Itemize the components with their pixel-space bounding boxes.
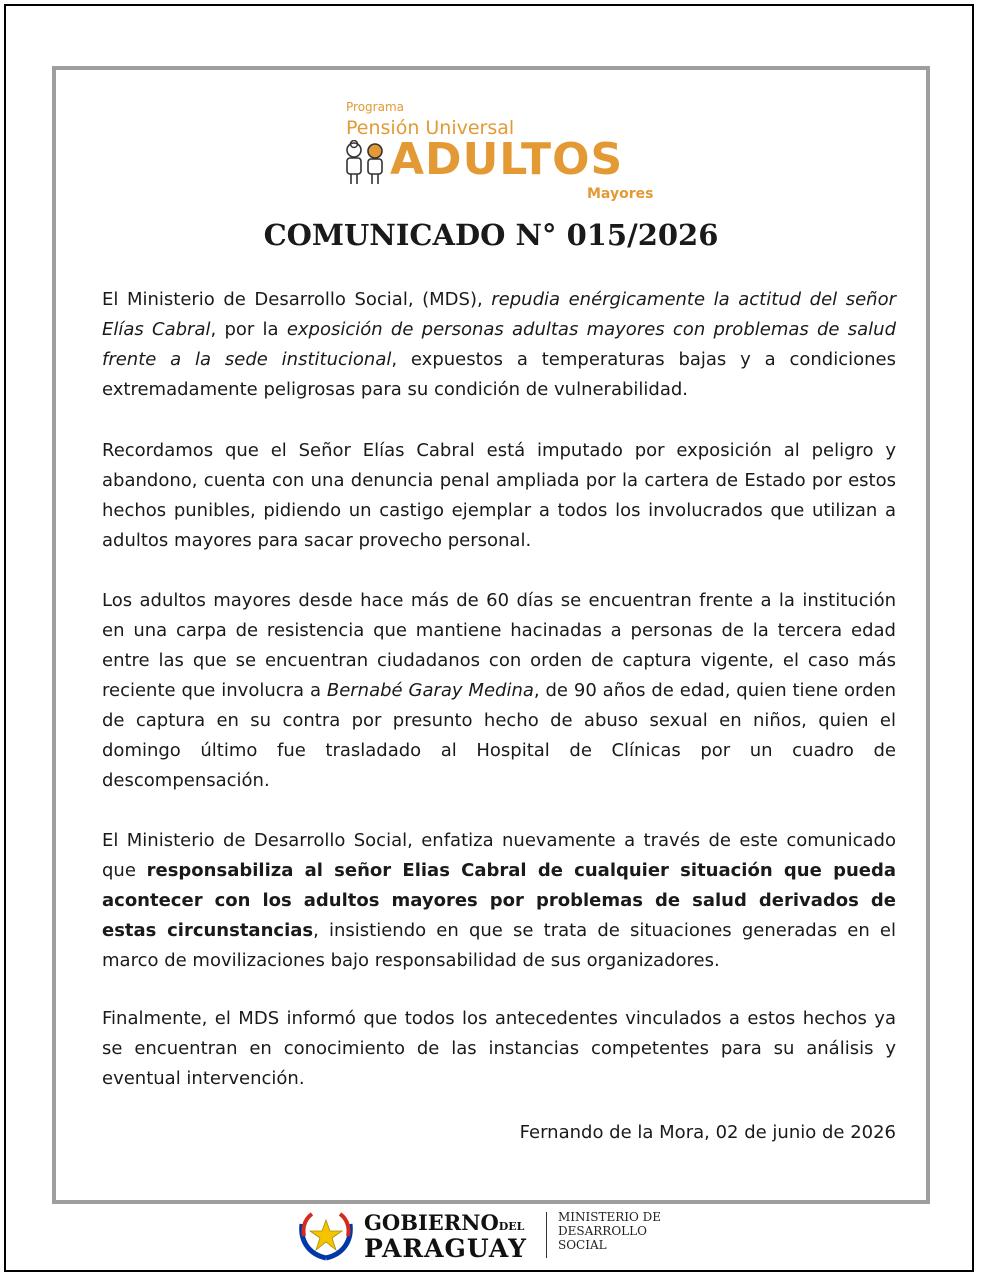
government-logo bbox=[296, 1206, 696, 1266]
ministry-label bbox=[558, 1210, 698, 1252]
paragraph-1 bbox=[102, 285, 896, 405]
gov-word: GOBIERNO bbox=[364, 1210, 499, 1235]
gov-del: DEL bbox=[498, 1220, 525, 1233]
text-run: repudia enérgicamente la actitud del señor Elías Cabral bbox=[102, 289, 896, 340]
text-run: , insistiendo en que se trata de situaciones generadas en el marco de movilizaciones bajo responsabilidad de sus organizadores. bbox=[102, 920, 896, 971]
text-run: , expuestos a temperaturas bajas y a condiciones extremadamente peligrosas para su condición de vulnerabilidad. bbox=[102, 349, 896, 400]
paragraph-5 bbox=[102, 1004, 896, 1094]
ministry-line-2: DESARROLLO bbox=[558, 1224, 647, 1238]
logo-programa-text: Programa bbox=[346, 100, 404, 114]
elderly-couple-icon bbox=[342, 140, 388, 186]
text-run: Los adultos mayores desde hace más de 60 días se encuentran frente a la institución en una carpa de resistencia que mantiene hacinadas a personas de la tercera edad entre las que se encuentran ciudadanos con orden de captura vigente, el caso más reciente que involucra a bbox=[102, 590, 896, 701]
text-run: , por la bbox=[210, 319, 287, 340]
paragraph-3 bbox=[102, 586, 896, 796]
gov-line-2: PARAGUAY bbox=[364, 1234, 527, 1263]
logo-pension-text: Pensión Universal bbox=[346, 117, 515, 139]
paraguay-star-emblem-icon bbox=[296, 1206, 356, 1262]
text-run: El Ministerio de Desarrollo Social, (MDS), bbox=[102, 289, 492, 310]
program-logo bbox=[340, 98, 654, 208]
ministry-line-1: MINISTERIO DE bbox=[558, 1210, 662, 1224]
gov-line-1 bbox=[364, 1210, 524, 1235]
text-run: Bernabé Garay Medina bbox=[326, 680, 534, 701]
text-run: Recordamos que el Señor Elías Cabral está imputado por exposición al peligro y abandono, cuenta con una denuncia penal ampliada por la cartera de Estado por estos hechos punibles, pidiendo un castigo ejemplar a todos los involucrados que utilizan a adultos mayores para sacar provecho personal. bbox=[102, 440, 896, 551]
paragraph-4 bbox=[102, 826, 896, 976]
text-run: responsabiliza al señor Elias Cabral de cualquier situación que pueda acontecer con los adultos mayores por problemas de salud derivados de estas circunstancias bbox=[102, 860, 897, 941]
text-run: Finalmente, el MDS informó que todos los antecedentes vinculados a estos hechos ya se encuentran en conocimiento de las instancias competentes para su análisis y eventual intervención. bbox=[102, 1008, 896, 1089]
text-run: exposición de personas adultas mayores con problemas de salud frente a la sede institucional bbox=[102, 319, 896, 370]
document-title: COMUNICADO N° 015/2026 bbox=[263, 218, 719, 252]
ministry-line-3: SOCIAL bbox=[558, 1238, 607, 1252]
paragraph-2 bbox=[102, 436, 896, 556]
logo-adultos-text: ADULTOS bbox=[390, 134, 624, 185]
text-run: El Ministerio de Desarrollo Social, enfatiza nuevamente a través de este comunicado que bbox=[102, 830, 896, 881]
text-run: , de 90 años de edad, quien tiene orden de captura en su contra por presunto hecho de abuso sexual en niños, quien el domingo último fue trasladado al Hospital de Clínicas por un cuadro de descompensación. bbox=[102, 680, 896, 791]
date-line: Fernando de la Mora, 02 de junio de 2026 bbox=[519, 1122, 896, 1143]
footer-divider bbox=[546, 1212, 547, 1258]
logo-mayores-text: Mayores bbox=[587, 186, 654, 202]
